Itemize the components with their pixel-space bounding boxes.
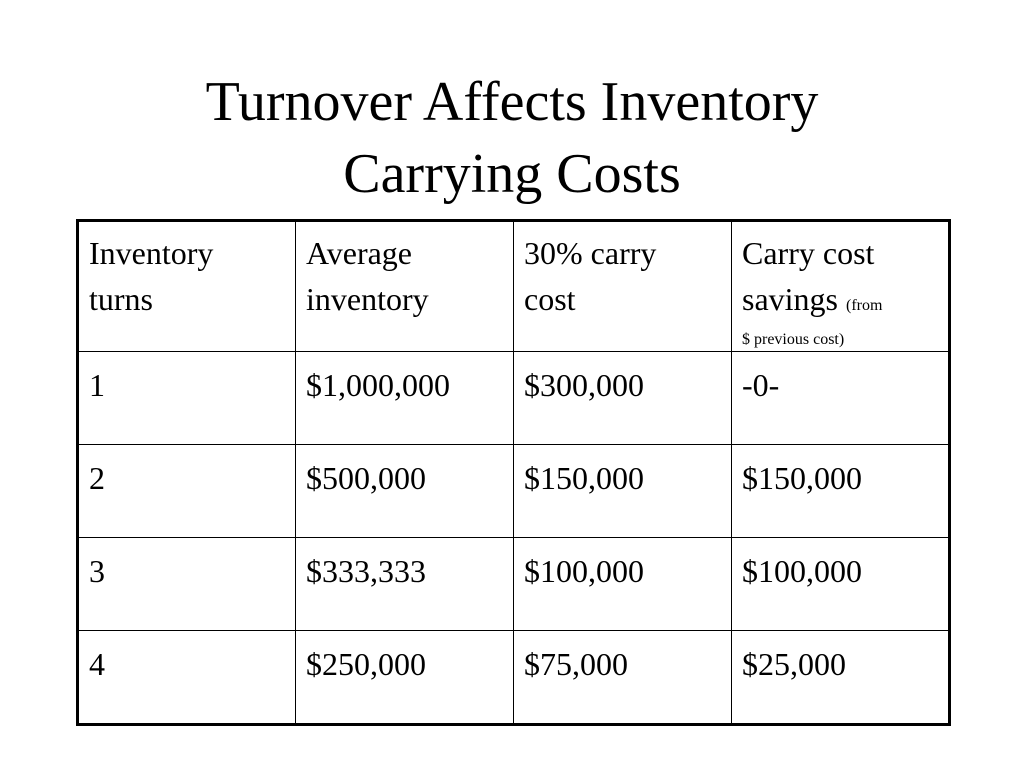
table-cell: 2 — [78, 445, 296, 538]
table-cell: $75,000 — [514, 631, 732, 725]
table-header-row — [78, 221, 950, 352]
table-cell: $250,000 — [296, 631, 514, 725]
header-carry-cost-savings — [732, 221, 950, 352]
table-row — [78, 445, 950, 538]
header-text: Carry cost — [742, 235, 875, 271]
header-text: turns — [89, 281, 153, 317]
header-text-with-note — [742, 276, 938, 329]
slide-title-line-2: Carrying Costs — [343, 143, 681, 205]
header-text: cost — [524, 281, 576, 317]
table-cell: $1,000,000 — [296, 352, 514, 445]
table-cell: 3 — [78, 538, 296, 631]
table-cell: $25,000 — [732, 631, 950, 725]
inventory-cost-table — [76, 219, 951, 726]
slide-title-line-1: Turnover Affects Inventory — [205, 71, 819, 133]
table-row — [78, 631, 950, 725]
header-text: Inventory — [89, 235, 214, 271]
header-text: 30% carry — [524, 235, 657, 271]
header-text: Average — [306, 235, 412, 271]
header-note: $ previous cost) — [742, 331, 845, 348]
header-text: savings — [742, 281, 838, 317]
table-cell: $150,000 — [514, 445, 732, 538]
table-row — [78, 352, 950, 445]
header-inventory-turns — [78, 221, 296, 352]
table-cell: $100,000 — [732, 538, 950, 631]
table-cell: $500,000 — [296, 445, 514, 538]
header-text: inventory — [306, 281, 429, 317]
table-cell: 4 — [78, 631, 296, 725]
table-cell: $333,333 — [296, 538, 514, 631]
table-cell: $100,000 — [514, 538, 732, 631]
table-cell: -0- — [732, 352, 950, 445]
header-average-inventory — [296, 221, 514, 352]
table-row — [78, 538, 950, 631]
table-cell: $150,000 — [732, 445, 950, 538]
header-carry-cost — [514, 221, 732, 352]
table-cell: 1 — [78, 352, 296, 445]
header-note: (from — [846, 297, 883, 314]
table-cell: $300,000 — [514, 352, 732, 445]
slide-title — [0, 66, 1024, 210]
